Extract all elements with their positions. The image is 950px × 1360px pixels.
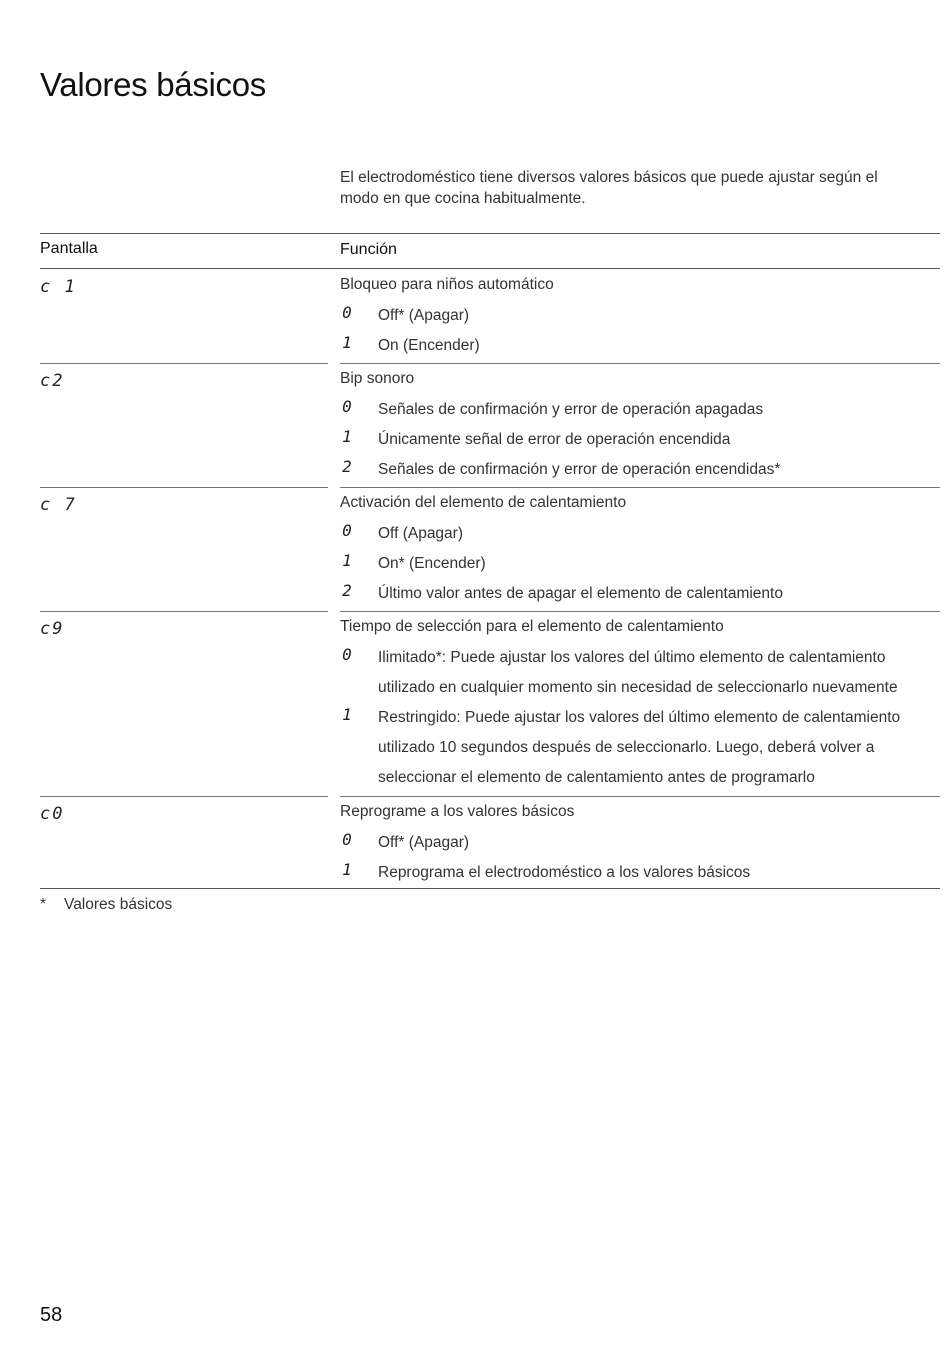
display-code: c0 (40, 804, 65, 824)
function-title: Reprograme a los valores básicos (340, 803, 575, 820)
option-value: 1 (342, 551, 352, 570)
table-header (40, 233, 940, 269)
function-title: Bip sonoro (340, 370, 415, 387)
row-divider (40, 796, 328, 797)
function-title: Tiempo de selección para el elemento de calentamiento (340, 618, 724, 635)
option-value: 1 (342, 705, 352, 724)
option-value: 2 (342, 581, 352, 600)
footnote (40, 896, 172, 914)
option-value: 0 (342, 521, 352, 540)
table-row (40, 796, 940, 889)
option-text: Último valor antes de apagar el elemento de calentamiento (378, 585, 783, 602)
footnote-mark: * (40, 896, 47, 913)
display-code: c 7 (40, 495, 77, 515)
option-text: On (Encender) (378, 337, 480, 354)
footnote-text: Valores básicos (64, 896, 173, 913)
option-value: 1 (342, 860, 352, 879)
option-text: Restringido: Puede ajustar los valores del último elemento de calentamiento utilizado 10 segundos después de seleccionarlo. Luego, deberá volver a seleccionar el elemento de calentamiento antes de programarlo (378, 709, 901, 786)
row-divider (340, 363, 940, 364)
table-row (40, 611, 940, 796)
option-text: Ilimitado*: Puede ajustar los valores del último elemento de calentamiento utilizado en cualquier momento sin necesidad de seleccionarlo nuevamente (378, 649, 898, 696)
option-text: Off (Apagar) (378, 525, 464, 542)
table-bottom-rule (40, 888, 940, 889)
intro-paragraph: El electrodoméstico tiene diversos valores básicos que puede ajustar según el modo en que cocina habitualmente. (340, 169, 878, 207)
function-title: Activación del elemento de calentamiento (340, 494, 627, 511)
header-display: Pantalla (40, 240, 98, 257)
option-value: 1 (342, 427, 352, 446)
table-row (40, 269, 940, 363)
option-text: Off* (Apagar) (378, 834, 470, 851)
function-title: Bloqueo para niños automático (340, 276, 554, 293)
row-divider (40, 487, 328, 488)
header-function: Función (340, 241, 397, 258)
display-code: c9 (40, 619, 65, 639)
row-divider (340, 487, 940, 488)
option-value: 0 (342, 645, 352, 664)
option-value: 0 (342, 303, 352, 322)
option-value: 0 (342, 397, 352, 416)
option-text: Únicamente señal de error de operación encendida (378, 431, 731, 448)
display-code: c 1 (40, 277, 77, 297)
table-row (40, 363, 940, 487)
row-divider (340, 611, 940, 612)
option-text: Señales de confirmación y error de operación apagadas (378, 401, 764, 418)
row-divider (40, 611, 328, 612)
page-title: Valores básicos (40, 66, 267, 103)
row-divider (340, 796, 940, 797)
option-value: 1 (342, 333, 352, 352)
display-code: c2 (40, 371, 65, 391)
option-text: Señales de confirmación y error de operación encendidas* (378, 461, 781, 478)
table-row (40, 487, 940, 611)
row-divider (40, 363, 328, 364)
option-text: On* (Encender) (378, 555, 486, 572)
option-text: Off* (Apagar) (378, 307, 470, 324)
settings-table (40, 233, 940, 889)
option-value: 2 (342, 457, 352, 476)
option-text: Reprograma el electrodoméstico a los valores básicos (378, 864, 751, 881)
page-number: 58 (40, 1304, 63, 1326)
option-value: 0 (342, 830, 352, 849)
